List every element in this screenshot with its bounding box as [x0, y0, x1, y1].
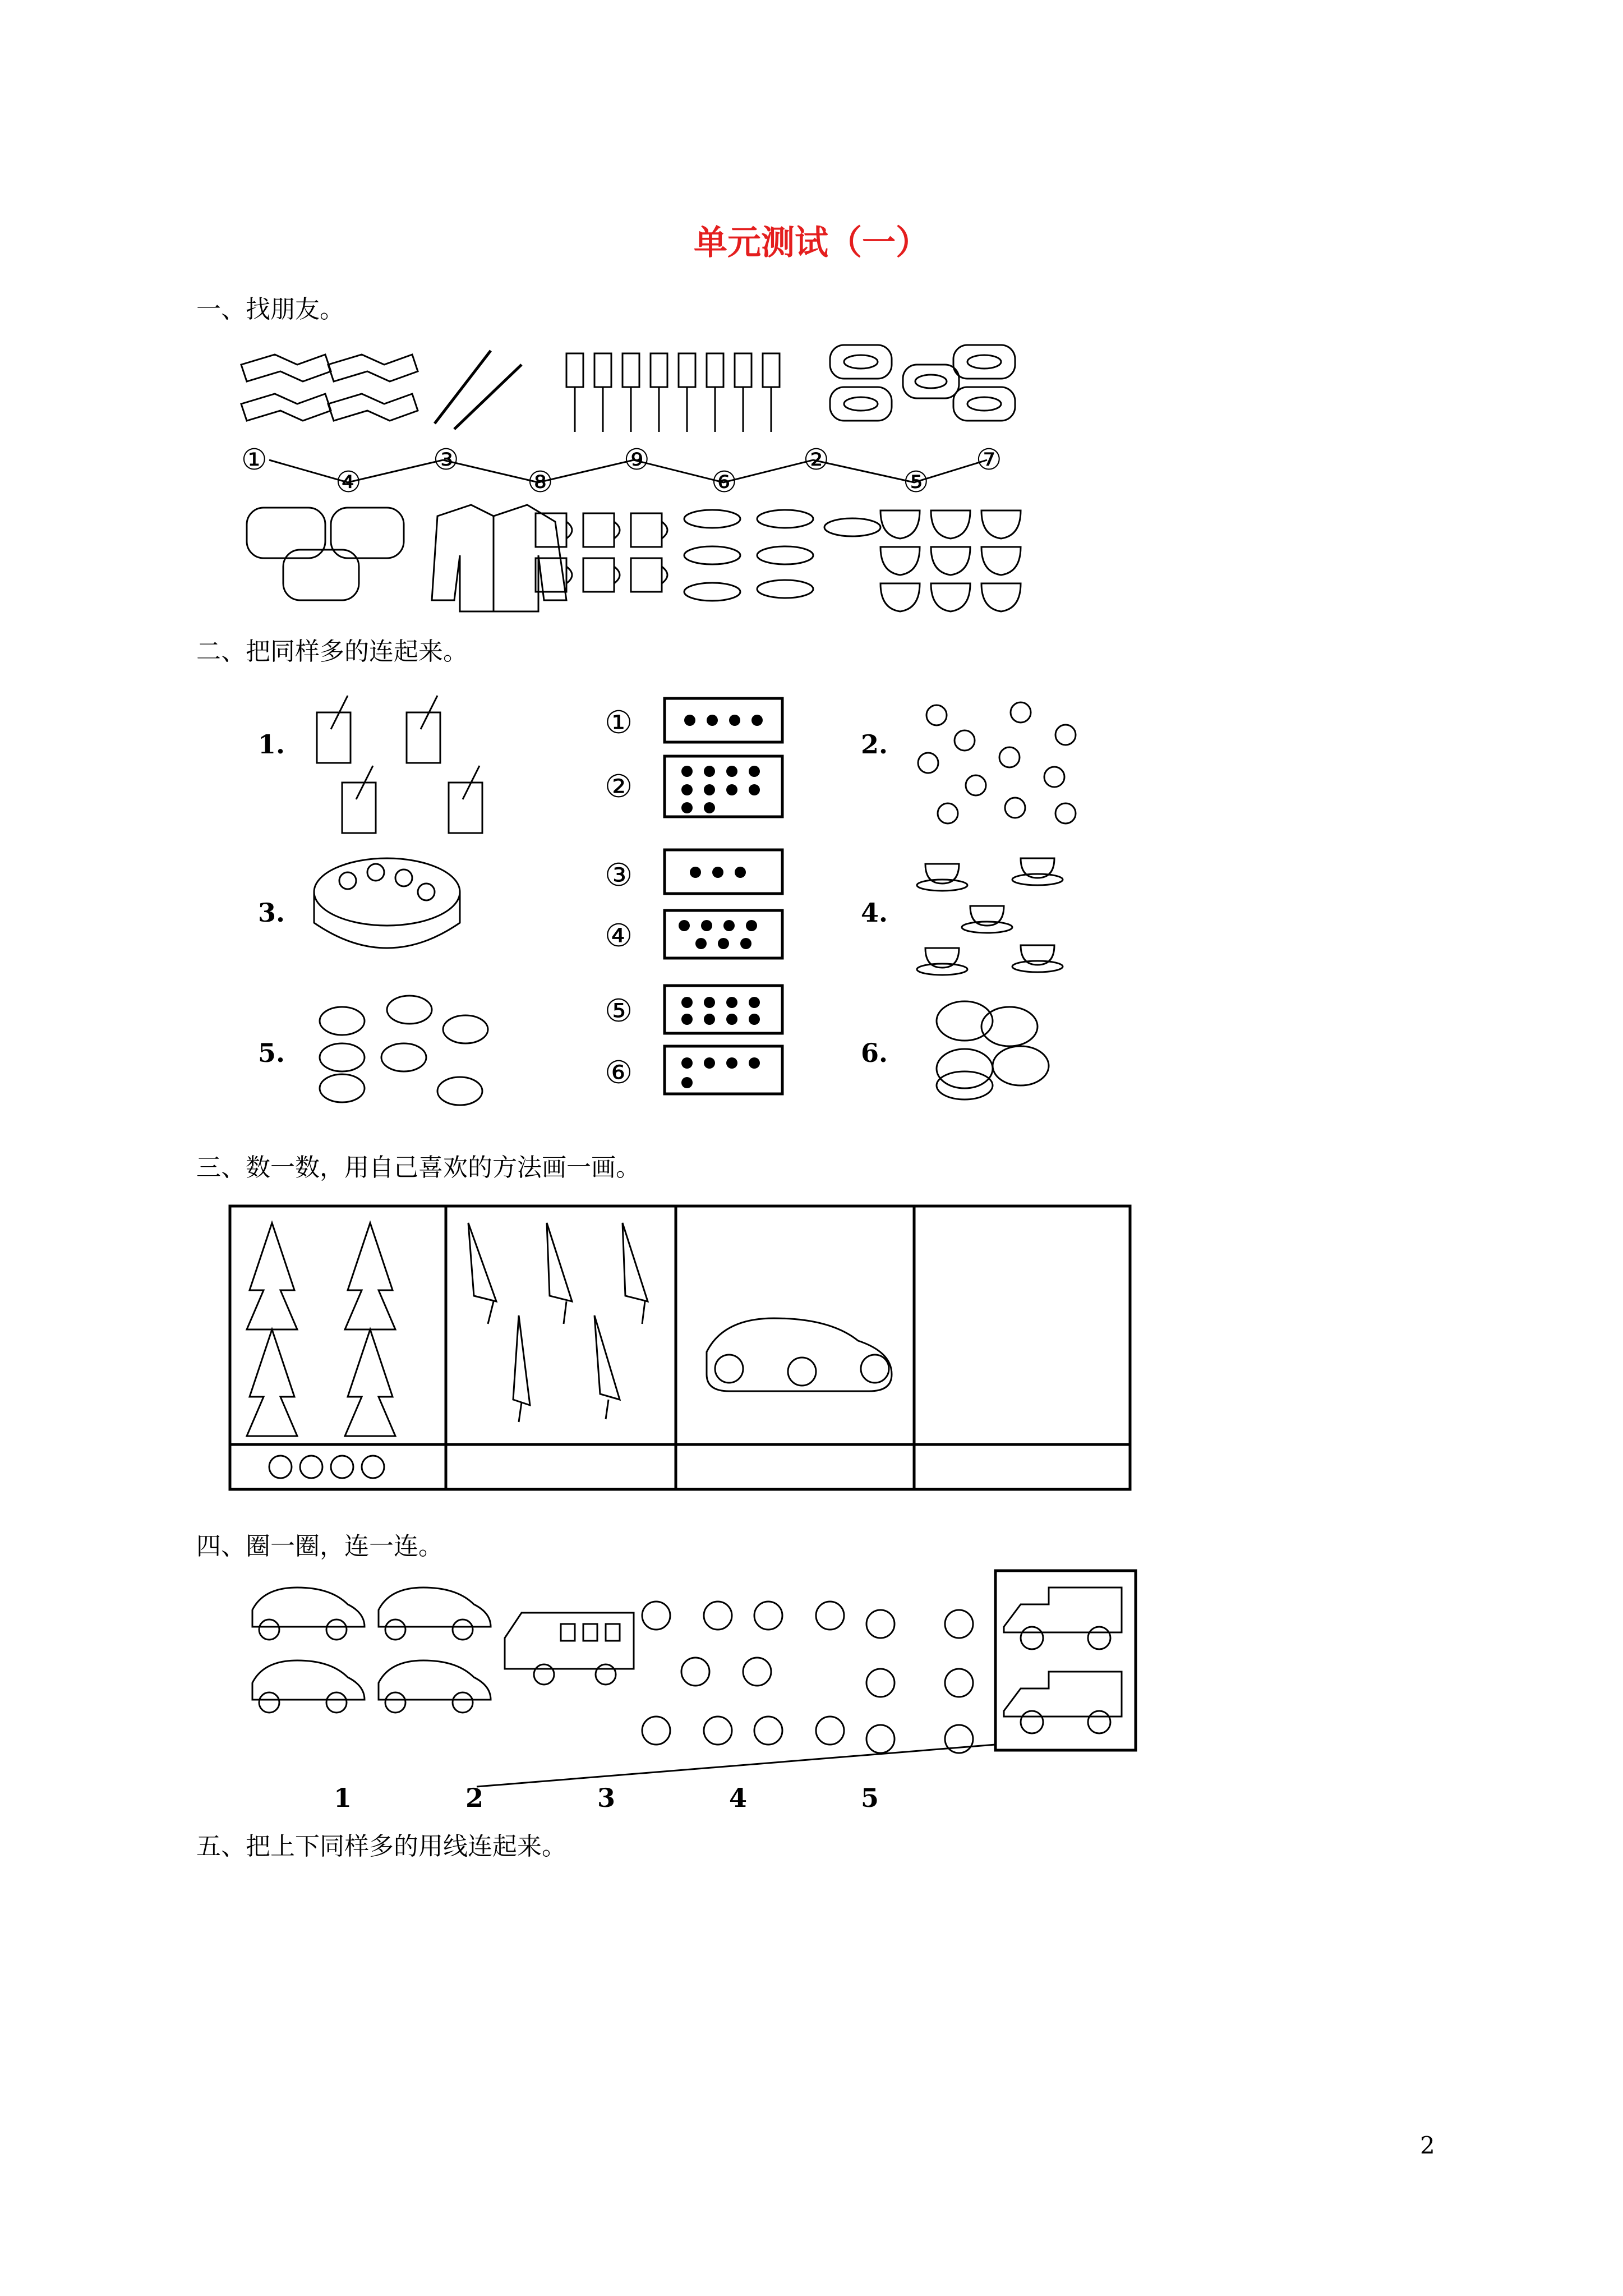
ribbon-icon [241, 355, 418, 421]
q1-circled-6: ⑥ [711, 466, 737, 499]
question-5-label: 五、把上下同样多的用线连起来。 [196, 1832, 566, 1861]
truck-box [995, 1571, 1136, 1750]
question-4-label: 四、圈一圈，连一连。 [196, 1532, 443, 1561]
q4-number-2: 2 [465, 1783, 484, 1813]
q1-circled-2: ④ [335, 466, 362, 499]
q2-item-6: 6. [861, 1038, 888, 1068]
q2-circled-1: ① [605, 705, 633, 741]
page-title: 单元测试（一） [694, 223, 929, 263]
q1-circled-1: ① [241, 443, 268, 477]
drawing-table [230, 1206, 1130, 1489]
q2-circled-4: ④ [605, 918, 633, 954]
q1-circled-7: ② [803, 443, 829, 477]
bicycle-icon [642, 1602, 844, 1745]
q2-circled-6: ⑥ [605, 1055, 633, 1091]
car-icon [252, 1588, 491, 1713]
candy-icon [918, 702, 1076, 823]
umbrella-icon [468, 1223, 648, 1422]
q1-circled-5: ⑨ [624, 443, 650, 477]
car-icon [707, 1318, 892, 1391]
turtle-icon [320, 996, 488, 1105]
truck-icon [1004, 1588, 1122, 1733]
q2-item-5: 5. [258, 1038, 285, 1068]
toothbrush-icon [566, 353, 780, 432]
q2-item-3: 3. [258, 898, 285, 928]
q2-item-2: 2. [861, 729, 888, 760]
circle-drawing [269, 1456, 384, 1478]
tree-icon [247, 1223, 395, 1436]
q4-number-5: 5 [861, 1783, 879, 1813]
question-3-label: 三、数一数，用自己喜欢的方法画一画。 [196, 1153, 640, 1182]
q1-circled-9: ⑦ [976, 443, 1002, 477]
page-number: 2 [1420, 2132, 1435, 2159]
q2-circled-3: ③ [605, 857, 633, 894]
question-1-label: 一、找朋友。 [196, 295, 344, 324]
pillow-icon [247, 508, 404, 600]
q2-item-4: 4. [861, 898, 888, 928]
question-2-label: 二、把同样多的连起来。 [196, 637, 468, 666]
soap-icon [830, 345, 1015, 421]
q1-circled-3: ③ [433, 443, 459, 477]
q2-circled-2: ② [605, 769, 633, 805]
q2-circled-5: ⑤ [605, 993, 633, 1029]
drink-glass-icon [317, 696, 482, 833]
q2-item-1: 1. [258, 729, 285, 760]
q4-number-3: 3 [597, 1783, 616, 1813]
motorcycle-icon [866, 1610, 973, 1753]
chopsticks-icon [435, 351, 522, 429]
bus-icon [505, 1613, 634, 1685]
teacup-icon [917, 858, 1063, 975]
bowl-icon [880, 510, 1021, 611]
q1-circled-4: ⑧ [527, 466, 554, 499]
plate-icon [684, 510, 880, 601]
dot-box-icon [665, 698, 782, 1094]
q4-number-1: 1 [334, 1783, 352, 1813]
q4-number-4: 4 [729, 1783, 748, 1813]
donut-icon [937, 1001, 1049, 1099]
cake-icon [314, 858, 460, 948]
q1-circled-8: ⑤ [903, 466, 929, 499]
